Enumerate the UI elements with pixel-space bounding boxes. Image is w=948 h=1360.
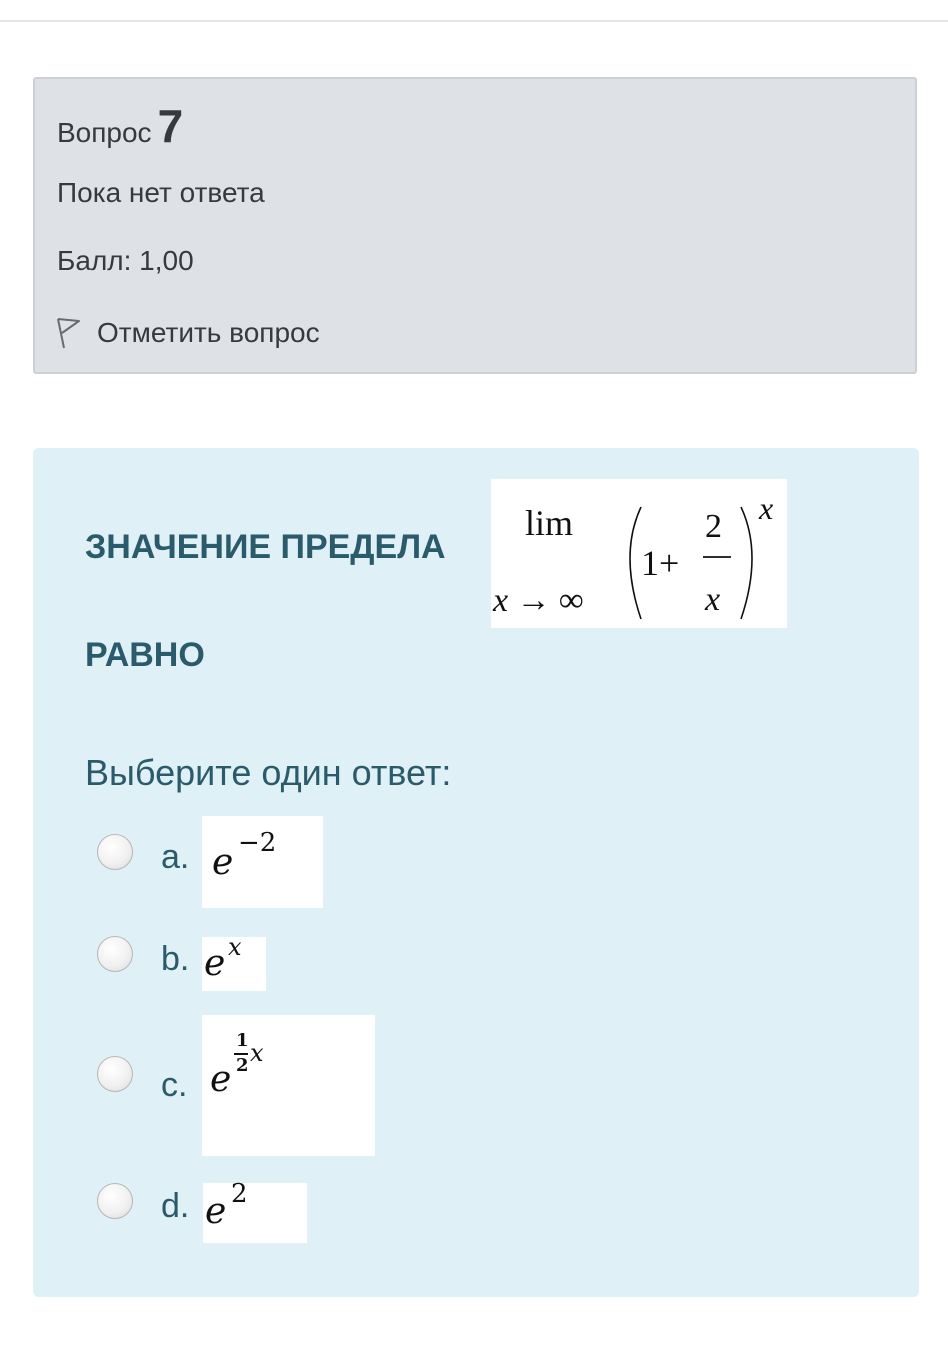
flag-icon <box>55 316 81 350</box>
question-number <box>57 99 183 153</box>
option-a-exp: −2 <box>238 828 277 858</box>
formula-one-plus: 1+ <box>641 543 680 583</box>
formula-left-paren <box>630 507 641 619</box>
option-a-base: e <box>212 842 234 883</box>
option-d-base: e <box>205 1191 227 1232</box>
radio-c[interactable] <box>97 1056 133 1092</box>
option-b-exp: x <box>228 933 242 961</box>
option-letter-c: c. <box>161 1066 188 1104</box>
option-d-exp: 2 <box>231 1179 248 1209</box>
question-state: Пока нет ответа <box>57 177 265 208</box>
question-content <box>33 448 919 1297</box>
formula-exponent: x <box>759 490 774 526</box>
formula-lim: lim <box>525 503 574 543</box>
top-divider <box>0 20 948 22</box>
question-grade: Балл: 1,00 <box>57 245 194 276</box>
question-label: Вопрос <box>57 117 152 148</box>
option-letter-d: d. <box>161 1187 190 1225</box>
question-text-line1: ЗНАЧЕНИЕ ПРЕДЕЛА <box>85 528 446 566</box>
option-math-b <box>202 933 266 991</box>
option-c-exp-den: 2 <box>236 1055 249 1076</box>
formula-numerator: 2 <box>705 508 722 545</box>
question-text-line2: РАВНО <box>85 636 205 674</box>
option-math-c <box>202 1015 375 1156</box>
option-math-a <box>202 816 323 908</box>
radio-a[interactable] <box>97 834 133 870</box>
option-b-base: e <box>204 943 226 984</box>
flag-question-link[interactable] <box>55 313 320 353</box>
flag-question-label: Отметить вопрос <box>97 317 320 348</box>
option-letter-a: a. <box>161 838 190 876</box>
radio-b[interactable] <box>97 936 133 972</box>
option-c-exp-num: 1 <box>236 1030 249 1051</box>
limit-formula-image <box>491 479 787 628</box>
option-c-exp-var: x <box>250 1039 264 1067</box>
option-math-d <box>203 1179 307 1243</box>
formula-right-paren <box>741 507 752 619</box>
formula-subscript: x → ∞ <box>493 582 584 619</box>
radio-d[interactable] <box>97 1183 133 1219</box>
question-number-value: 7 <box>157 100 184 152</box>
option-letter-b: b. <box>161 940 190 978</box>
option-c-base: e <box>210 1059 232 1100</box>
formula-denominator: x <box>705 581 721 618</box>
answer-prompt: Выберите один ответ: <box>85 752 452 793</box>
question-info-panel <box>33 77 917 374</box>
